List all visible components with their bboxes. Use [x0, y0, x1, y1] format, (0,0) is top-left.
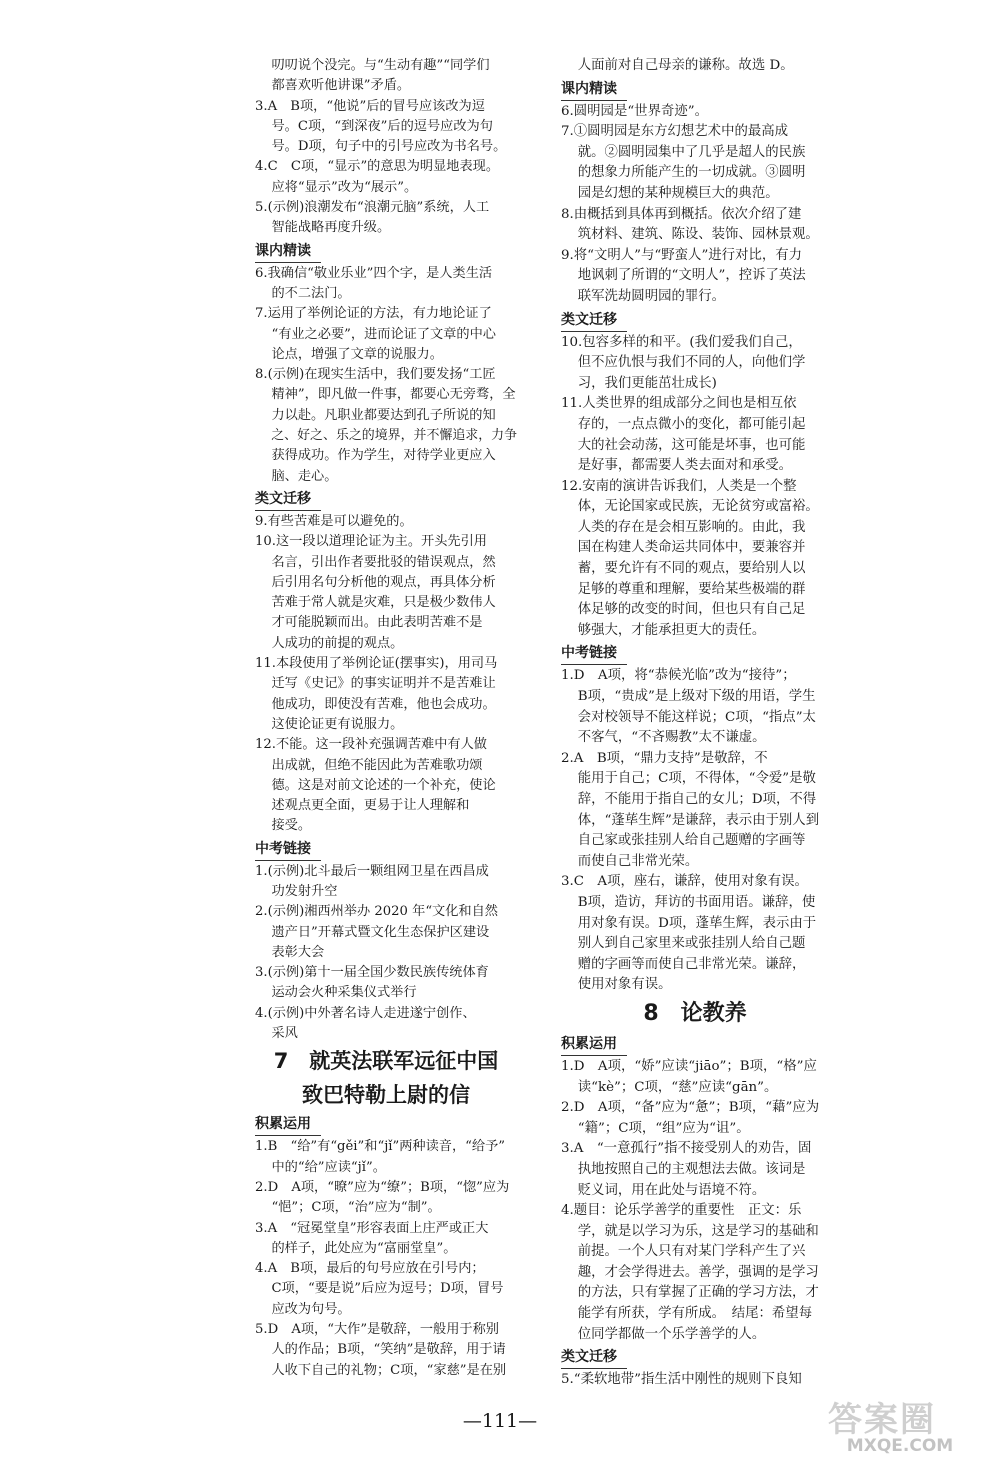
text-line: 用对象有误。D项，蓬荜生辉，表示由于	[577, 915, 817, 931]
text-line: 8.由概括到具体再到概括。依次介绍了建	[561, 206, 802, 222]
text-line: 园是幻想的某种规模巨大的典范。	[577, 185, 779, 201]
text-line: “有业之必要”，进而论证了文章的中心	[271, 326, 496, 342]
text-line: 的不二法门。	[271, 285, 351, 301]
text-line: 述观点更全面，更易于让人理解和	[271, 798, 470, 814]
lesson-7-title-line1: 7 就英法联军远征中国	[273, 1049, 499, 1074]
text-line: 9.有些苦难是可以避免的。	[255, 513, 413, 529]
right-block4	[561, 666, 829, 996]
text-line: 的方法，只有掌握了正确的学习方法，才	[577, 1285, 819, 1301]
text-line: 趣，才会学得进去。善学，强调的是学习	[577, 1264, 819, 1280]
text-line: 中的“给”应读“jǐ”。	[271, 1159, 386, 1175]
text-line: 4.C C项，“显示”的意思为明显地表现。	[255, 159, 500, 175]
text-line: 接受。	[271, 818, 312, 834]
text-line: 联军洗劫圆明园的罪行。	[577, 288, 726, 304]
text-line: 遗产日”开幕式暨文化生态保护区建设	[271, 924, 490, 940]
text-line: 才可能脱颖而出。由此表明苦难不是	[271, 615, 483, 631]
text-line: 德。这是对前文论述的一个补充，使论	[271, 777, 496, 793]
right-block1	[561, 56, 829, 77]
page-number: —111—	[462, 1410, 538, 1432]
watermark-url: MXQE.COM	[846, 1436, 954, 1456]
text-line: 能用于自己；C项，不得体，“令爱”是敬	[577, 771, 816, 787]
text-line: 国在构建人类命运共同体中，要兼容并	[577, 540, 806, 556]
text-line: 学，就是以学习为乐，这是学习的基础和	[577, 1223, 819, 1239]
text-line: 的想象力所能产生的一切成就。③圆明	[577, 165, 806, 181]
section-heading-leiwen: 类文迁移	[561, 1346, 627, 1369]
text-line: 迁写《史记》的事实证明并不是苦难让	[271, 676, 496, 692]
section-heading-kenei: 课内精读	[255, 240, 321, 263]
text-line: 人成功的前提的观点。	[271, 635, 404, 651]
text-line: 7.①圆明园是东方幻想艺术中的最高成	[561, 124, 789, 140]
text-line: 脑、走心。	[271, 468, 338, 484]
text-line: 精神”，即凡做一件事，都要心无旁骛，全	[271, 387, 516, 403]
text-line: 人的作品；B项，“笑纳”是敬辞，用于请	[271, 1342, 506, 1358]
text-line: 10.这一段以道理论证为主。开头先引用	[255, 534, 487, 550]
section-heading-leiwen: 类文迁移	[561, 309, 627, 332]
text-line: 3.A “冠冕堂皇”形容表面上庄严或正大	[255, 1220, 489, 1236]
text-line: 都喜欢听他讲课”矛盾。	[271, 78, 411, 94]
text-line: 前提。一个人只有对某门学科产生了兴	[577, 1244, 806, 1260]
text-line: 不客气，“不吝赐教”太不谦虚。	[577, 730, 766, 746]
text-line: 3.C A项，座右，谦辞，使用对象有误。	[561, 874, 808, 890]
text-line: 智能战略再度升级。	[271, 220, 391, 236]
text-line: 力以赴。凡职业都要达到孔子所说的知	[271, 407, 496, 423]
text-line: 1.D A项，“娇”应读“jiāo”；B项，“格”应	[561, 1058, 817, 1074]
text-line: 人面前对自己母亲的谦称。故选 D。	[577, 58, 794, 73]
text-line: 执地按照自己的主观想法去做。该词是	[577, 1161, 806, 1177]
text-line: 4.A B项，最后的句号应放在引号内；	[255, 1261, 485, 1277]
text-line: 大的社会动荡，这可能是坏事，也可能	[577, 437, 806, 453]
text-line: 出成就，但绝不能因此为苦难歌功颂	[271, 757, 483, 773]
text-line: 2.(示例)湘西州举办 2020 年“文化和自然	[255, 904, 498, 920]
text-line: 位同学都做一个乐学善学的人。	[577, 1326, 766, 1342]
text-line: 存的，一点点微小的变化，都可能引起	[577, 416, 806, 432]
text-line: 2.D A项，“暸”应为“缭”；B项，“惚”应为	[255, 1179, 510, 1195]
text-line: 7.运用了举例论证的方法，有力地论证了	[255, 306, 492, 322]
text-line: 使用对象有误。	[577, 977, 672, 993]
text-line: “悒”；C项，“治”应为“制”。	[271, 1200, 441, 1216]
text-line: 蓄，要允许有不同的观点，要给别人以	[577, 561, 806, 577]
text-line: 号。C项，“到深夜”后的逗号应改为句	[271, 118, 493, 134]
text-line: “籍”；C项，“组”应为“诅”。	[577, 1120, 750, 1136]
left-block4	[255, 862, 517, 1045]
text-line: 4.(示例)中外著名诗人走进遂宁创作、	[255, 1005, 476, 1021]
left-block3	[255, 512, 517, 837]
left-block1	[255, 56, 517, 239]
text-line: 苦难于常人就是灾难，只是极少数伟人	[271, 595, 496, 611]
text-line: 2.A B项，“鼎力支持”是敬辞，不	[561, 750, 768, 766]
text-line: 地讽刺了所谓的“文明人”，控诉了英法	[577, 268, 806, 284]
text-line: 能学有所获，学有所成。 结尾：希望每	[577, 1306, 813, 1322]
text-line: 后引用名句分析他的观点，再具体分析	[271, 574, 496, 590]
text-line: 这使论证更有说服力。	[271, 716, 404, 732]
lesson-8-title: 8 论教养	[643, 1000, 747, 1026]
text-line: 应将“显示”改为“展示”。	[271, 179, 418, 195]
text-line: 运动会火种采集仪式举行	[271, 985, 417, 1001]
text-line: 体，“蓬荜生辉”是谦辞，表示由于别人到	[577, 812, 820, 828]
text-line: 而使自己非常光荣。	[577, 853, 699, 869]
right-column	[561, 56, 829, 1391]
right-block3	[561, 333, 829, 642]
left-column	[255, 56, 517, 1381]
text-line: 3.A “一意孤行”指不接受别人的劝告，固	[561, 1141, 812, 1157]
text-line: 11.本段使用了举例论证(摆事实)，用司马	[255, 656, 498, 672]
text-line: 号。D项，句子中的引号应改为书名号。	[271, 139, 507, 155]
text-line: 1.D A项，将“恭候光临”改为“接待”；	[561, 668, 796, 684]
text-line: 2.D A项，“备”应为“惫”；B项，“藉”应为	[561, 1100, 820, 1116]
text-line: 表彰大会	[271, 944, 325, 960]
text-line: 3.A B项，“他说”后的冒号应该改为逗	[255, 98, 485, 114]
text-line: 读“kè”；C项，“慈”应读“gān”。	[577, 1079, 778, 1095]
text-line: 体足够的改变的时间，但也只有自己足	[577, 602, 806, 618]
text-line: 是好事，都需要人类去面对和承受。	[577, 458, 792, 474]
text-line: 贬义词，用在此处与语境不符。	[577, 1182, 766, 1198]
text-line: 4.题目：论乐学善学的重要性 正文：乐	[561, 1203, 802, 1219]
text-line: 赠的字画等而使自己非常光荣。谦辞，	[577, 956, 806, 972]
text-line: 名言，引出作者要批驳的错误观点，然	[271, 554, 496, 570]
section-heading-jilei: 积累运用	[561, 1033, 627, 1056]
text-line: 5.“柔软地带”指生活中刚性的规则下良知	[561, 1372, 802, 1388]
watermark-logo	[822, 1392, 978, 1456]
section-heading-jilei: 积累运用	[255, 1113, 321, 1136]
text-line: 但不应仇恨与我们不同的人，向他们学	[577, 355, 806, 371]
text-line: 够强大，才能承担更大的责任。	[577, 622, 766, 638]
text-line: 10.包容多样的和平。(我们爱我们自己，	[561, 334, 802, 350]
section-heading-kenei: 课内精读	[561, 78, 627, 101]
right-block2	[561, 102, 829, 308]
text-line: 习，我们更能茁壮成长)	[577, 375, 717, 391]
text-line: 人收下自己的礼物；C项，“家慈”是在别	[271, 1362, 507, 1378]
text-line: 会对校领导不能这样说；C项，“指点”太	[577, 709, 816, 725]
text-line: 别人到自己家里来或张挂别人给自己题	[577, 936, 806, 952]
text-line: 之、好之、乐之的境界，并不懈追求，力争	[271, 428, 518, 444]
text-line: B项，“贵成”是上级对下级的用语，学生	[577, 689, 816, 705]
text-line: 3.(示例)第十一届全国少数民族传统体育	[255, 965, 489, 981]
text-line: 获得成功。作为学生，对待学业更应入	[271, 448, 496, 464]
text-line: 6.我确信“敬业乐业”四个字，是人类生活	[255, 265, 493, 281]
section-heading-zhongkao: 中考链接	[255, 838, 321, 861]
text-line: 叨叨说个没完。与“生动有趣”“同学们	[271, 58, 490, 73]
text-line: 1.(示例)北斗最后一颗组网卫星在西昌成	[255, 863, 489, 879]
text-line: 12.不能。这一段补充强调苦难中有人做	[255, 737, 487, 753]
watermark-cn: 答案圈	[828, 1400, 936, 1440]
text-line: 自己家或张挂别人给自己题赠的字画等	[577, 833, 806, 849]
text-line: 辞，不能用于指自己的女儿；D项，不得	[577, 792, 817, 807]
section-heading-zhongkao: 中考链接	[561, 642, 627, 665]
text-line: 5.D A项，“大作”是敬辞，一般用于称别	[255, 1322, 499, 1338]
text-line: 11.人类世界的组成部分之间也是相互依	[561, 396, 797, 412]
text-line: 功发射升空	[271, 883, 338, 899]
text-line: B项，造访，拜访的书面用语。谦辞，使	[577, 894, 816, 910]
text-line: 采风	[271, 1026, 298, 1042]
right-block6	[561, 1370, 829, 1391]
text-line: 的样子，此处应为“富丽堂皇”。	[271, 1240, 457, 1256]
text-line: 6.圆明园是“世界奇迹”。	[561, 103, 708, 119]
text-line: 9.将“文明人”与“野蛮人”进行对比，有力	[561, 247, 803, 263]
text-line: 他成功，即使没有苦难，他也会成功。	[271, 696, 496, 712]
text-line: 5.(示例)浪潮发布“浪潮元脑”系统，人工	[255, 200, 490, 216]
text-line: 12.安南的演讲告诉我们，人类是一个整	[561, 478, 797, 494]
text-line: 体，无论国家或民族，无论贫穷或富裕。	[577, 499, 819, 515]
text-line: 应改为句号。	[271, 1301, 351, 1317]
text-line: 1.B “给”有“gěi”和“jǐ”两种读音，“给予”	[255, 1139, 506, 1155]
left-block5	[255, 1137, 517, 1381]
left-block2	[255, 264, 517, 487]
text-line: 人类的存在是会相互影响的。由此，我	[577, 519, 806, 535]
text-line: C项，“要是说”后应为逗号；D项，冒号	[271, 1281, 504, 1297]
right-block5	[561, 1057, 829, 1345]
text-line: 就。②圆明园集中了几乎是超人的民族	[577, 144, 806, 160]
section-heading-leiwen: 类文迁移	[255, 488, 321, 511]
text-line: 8.(示例)在现实生活中，我们要发扬“工匠	[255, 367, 496, 383]
text-line: 筑材料、建筑、陈设、装饰、园林景观。	[577, 227, 819, 243]
lesson-7-title-line2: 致巴特勒上尉的信	[302, 1083, 470, 1108]
text-line: 论点，增强了文章的说服力。	[271, 346, 443, 362]
text-line: 足够的尊重和理解，要给某些极端的群	[577, 581, 806, 597]
